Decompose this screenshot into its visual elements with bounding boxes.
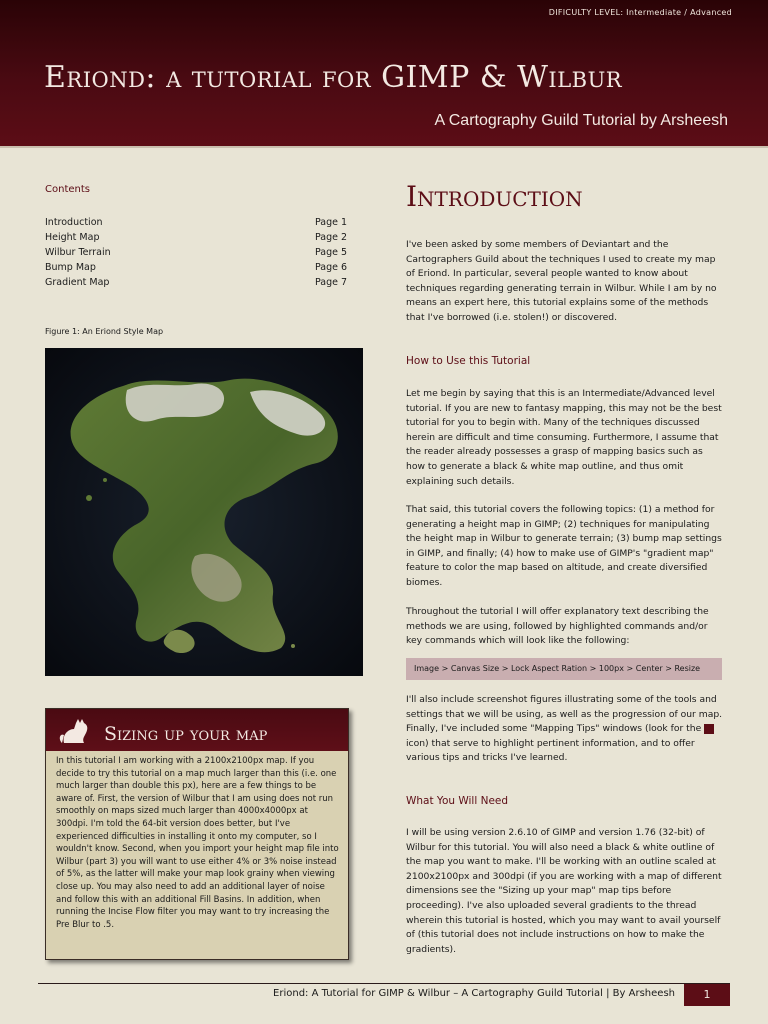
what-you-need-heading: What You Will Need <box>406 795 509 807</box>
difficulty-level: DIFICULTY LEVEL: Intermediate / Advanced <box>548 8 732 17</box>
page-number: 1 <box>684 984 730 1006</box>
document-subtitle: A Cartography Guild Tutorial by Arsheesh <box>434 112 728 129</box>
intro-paragraph-6: I will be using version 2.6.10 of GIMP and version 1.76 (32-bit) of Wilbur for this tutorial. You will also need a black & white outline of the map you want to make. I'll be working with an outline scaled at 2100x2100px and 300dpi (if you are working with a map of different dimensions see the "Sizing up your map" map tips before proceeding). I've also uploaded several gradients to the thread wherein this tutorial is hosted, which you may want to avail yourself of (this tutorial does not include instructions on how to make the gradients). <box>406 827 722 955</box>
toc-item[interactable]: Gradient Map Page 7 <box>45 277 348 288</box>
header-banner <box>0 0 768 148</box>
intro-paragraph-5: I'll also include screenshot figures illustrating some of the tools and settings that we will be using, as well as the progression of our map. Finally, I've included some "Mapping Tips" windows (look for the icon) that serve to highlight pertinent information, and to offer various tips and tricks I've learned. <box>406 694 723 764</box>
document-title: Eriond: a tutorial for GIMP & Wilbur <box>44 60 623 95</box>
map-tips-title: Sizing up your map <box>104 723 268 745</box>
introduction-heading: Introduction <box>406 180 583 213</box>
map-tip-cat-icon <box>704 724 714 734</box>
intro-paragraph-1: I've been asked by some members of Deviantart and the Cartographers Guild about the techniques I used to create my map of Eriond. In particular, several people wanted to know about techniques regarding generating terrain in Wilbur. While I am by no means an expert here, this tutorial explains some of the methods that I've borrowed (i.e. stolen!) or discovered. <box>406 239 717 323</box>
eriond-map-image <box>45 348 363 676</box>
table-of-contents <box>45 217 355 292</box>
contents-heading: Contents <box>45 184 90 195</box>
how-to-use-heading: How to Use this Tutorial <box>406 355 531 367</box>
intro-paragraph-2: Let me begin by saying that this is an Intermediate/Advanced level tutorial. If you are new to fantasy mapping, this may not be the best tutorial for you to begin with. Many of the techniques discussed herein are difficult and time consuming. Furthermore, I assume that the reader already possesses a grasp of mapping basics such as how to generate a black & white map outline, and thus omit explaining such details. <box>406 388 722 487</box>
map-tips-text: In this tutorial I am working with a 2100x2100px map. If you decide to try this tutorial on a map much larger than this (i.e. one much larger than double this px), here are a few things to be aware of. First, the version of Wilbur that I am using does not run smoothly on maps sized much larger than 4000x4000px at 300dpi. I'm told the 64-bit version does better, but I've experienced difficulties in installing it onto my computer, so I wouldn't know. Second, when you import your height map file into Wilbur (part 3) you will want to use either 4% or 3% noise instead of 5%, as the latter will make your map look grainy when viewing close up. You may also need to add an additional layer of noise and follow this with an additional Fill Basins. In addition, when running the Incise Flow filter you may want to try increasing the Pre Blur to .5. <box>56 756 339 930</box>
map-tips-box <box>45 708 349 960</box>
map-tips-header <box>46 709 348 751</box>
intro-paragraph-3: That said, this tutorial covers the following topics: (1) a method for generating a height map in GIMP; (2) techniques for manipulating the height map in Wilbur to generate terrain; (3) bump map settings in GIMP, and finally; (4) how to make use of GIMP's "gradient map" feature to color the map based on altitude, and create diversified biomes. <box>406 504 722 588</box>
command-example-box: Image > Canvas Size > Lock Aspect Ration > 100px > Center > Resize <box>406 658 722 680</box>
footer-text: Eriond: A Tutorial for GIMP & Wilbur – A Cartography Guild Tutorial | By Arsheesh <box>273 988 675 999</box>
toc-item[interactable]: Introduction Page 1 <box>45 217 348 228</box>
figure-caption: Figure 1: An Eriond Style Map <box>45 327 164 336</box>
toc-item[interactable]: Height Map Page 2 <box>45 232 348 243</box>
footer-divider <box>38 983 730 984</box>
toc-item[interactable]: Wilbur Terrain Page 5 <box>45 247 348 258</box>
cat-icon <box>58 715 94 749</box>
intro-paragraph-4: Throughout the tutorial I will offer explanatory text describing the methods we are using, followed by highlighted commands and/or key commands which will look like the following: <box>406 606 709 647</box>
toc-item[interactable]: Bump Map Page 6 <box>45 262 348 273</box>
